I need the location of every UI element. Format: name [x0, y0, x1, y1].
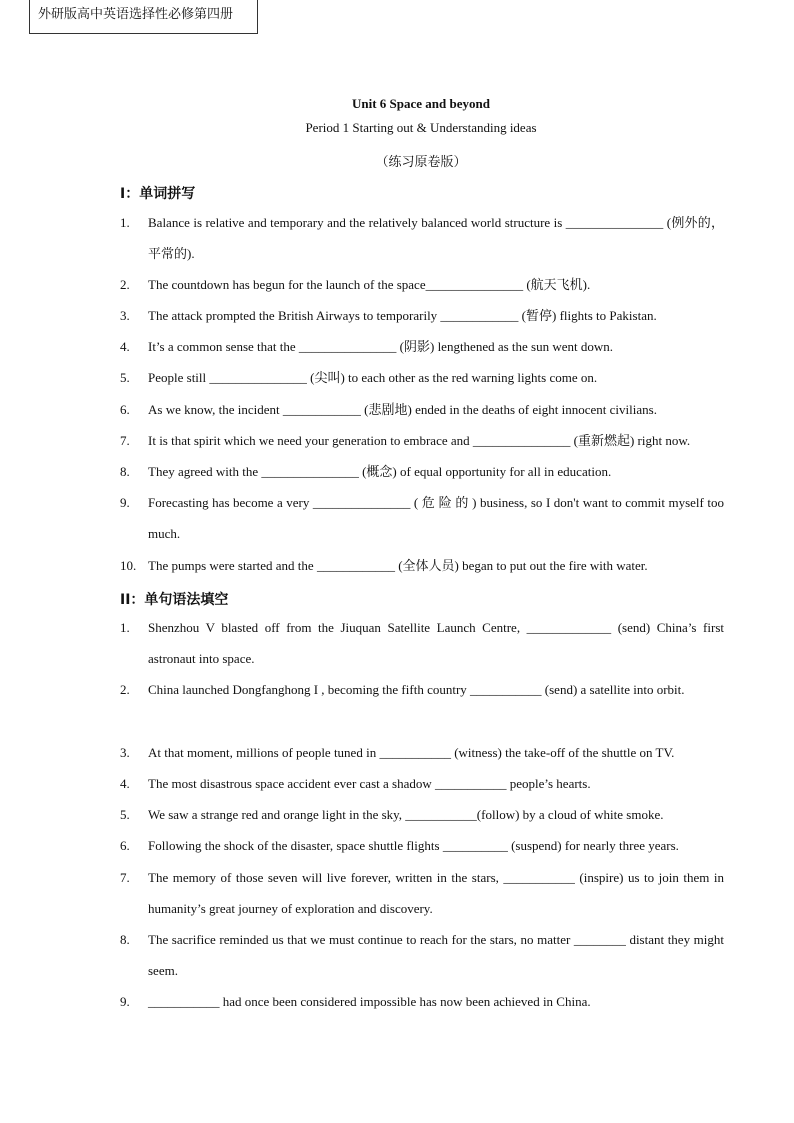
item-text: Following the shock of the disaster, space shuttle flights __________ (suspend) for nearly three years.: [148, 838, 679, 853]
item-number: 2.: [120, 682, 130, 697]
s2-item-9: [120, 986, 724, 1017]
s1-item-7: [120, 425, 724, 456]
item-number: 5.: [120, 370, 130, 385]
item-number: 3.: [120, 745, 130, 760]
s1-item-5: [120, 362, 724, 393]
item-text: It’s a common sense that the _______________ (阴影) lengthened as the sun went down.: [148, 339, 614, 354]
s2-item-1: [120, 612, 724, 674]
item-text: The most disastrous space accident ever cast a shadow ___________ people’s hearts.: [148, 776, 591, 791]
s2-item-7: [120, 862, 724, 924]
s1-item-2: [120, 269, 724, 300]
item-text: It is that spirit which we need your generation to embrace and _______________ (重新燃起) right now.: [148, 433, 691, 448]
s2-item-4: [120, 768, 724, 799]
item-text: The countdown has begun for the launch of the space_______________ (航天飞机).: [148, 277, 591, 292]
s1-item-9: [120, 487, 724, 549]
item-number: 6.: [120, 838, 130, 853]
item-text: China launched Dongfanghong I , becoming the fifth country ___________ (send) a satellite into orbit.: [148, 682, 685, 697]
item-text: The attack prompted the British Airways to temporarily ____________ (暂停) flights to Pakistan.: [148, 308, 657, 323]
item-text: People still _______________ (尖叫) to each other as the red warning lights come on.: [148, 370, 598, 385]
item-number: 7.: [120, 433, 130, 448]
item-text: Forecasting has become a very _______________ ( 危 险 的 ) business, so I don't want to commit myself too much.: [148, 495, 724, 541]
s2-item-6: [120, 830, 724, 861]
item-number: 4.: [120, 339, 130, 354]
item-number: 3.: [120, 308, 130, 323]
item-number: 4.: [120, 776, 130, 791]
item-number: 7.: [120, 870, 130, 885]
period-subtitle: Period 1 Starting out & Understanding ideas: [305, 120, 537, 135]
item-number: 10.: [120, 558, 137, 573]
item-number: 9.: [120, 994, 130, 1009]
s1-item-6: [120, 394, 724, 425]
item-number: 6.: [120, 402, 130, 417]
version-label: （练习原卷版）: [375, 155, 467, 170]
item-number: 1.: [120, 620, 130, 635]
s1-item-3: [120, 300, 724, 331]
item-text: As we know, the incident ____________ (悲剧地) ended in the deaths of eight innocent civilians.: [148, 402, 657, 417]
s2-item-5: [120, 799, 724, 830]
section2-heading: II：单句语法填空: [120, 592, 229, 608]
s1-item-10: [120, 550, 724, 581]
item-text: Balance is relative and temporary and the relatively balanced world structure is _______________ (例外的，平常的).: [148, 215, 724, 261]
s2-item-8: [120, 924, 724, 986]
section1-heading: I：单词拼写: [120, 186, 196, 202]
s2-item-2: [120, 674, 724, 705]
unit-title: Unit 6 Space and beyond: [352, 96, 490, 111]
item-number: 5.: [120, 807, 130, 822]
item-text: ___________ had once been considered impossible has now been achieved in China.: [148, 994, 591, 1009]
item-text: At that moment, millions of people tuned in ___________ (witness) the take-off of the shuttle on TV.: [148, 745, 675, 760]
item-number: 2.: [120, 277, 130, 292]
s2-item-3: [120, 737, 724, 768]
item-number: 8.: [120, 932, 130, 947]
item-number: 9.: [120, 495, 130, 510]
s1-item-8: [120, 456, 724, 487]
item-text: We saw a strange red and orange light in the sky, ___________(follow) by a cloud of white smoke.: [148, 807, 664, 822]
item-text: They agreed with the _______________ (概念) of equal opportunity for all in education.: [148, 464, 612, 479]
item-text: The pumps were started and the ____________ (全体人员) began to put out the fire with water.: [148, 558, 648, 573]
item-number: 1.: [120, 215, 130, 230]
header-tag: 外研版高中英语选择性必修第四册: [29, 0, 258, 34]
s1-item-4: [120, 331, 724, 362]
s1-item-1: [120, 207, 724, 269]
item-text: The sacrifice reminded us that we must continue to reach for the stars, no matter ________ distant they might seem.: [148, 932, 724, 978]
item-text: The memory of those seven will live forever, written in the stars, ___________ (inspire) us to join them in humanity’s great journey of exploration and discovery.: [148, 870, 724, 916]
item-number: 8.: [120, 464, 130, 479]
item-text: Shenzhou V blasted off from the Jiuquan Satellite Launch Centre, _____________ (send) China’s first astronaut into space.: [148, 620, 724, 666]
